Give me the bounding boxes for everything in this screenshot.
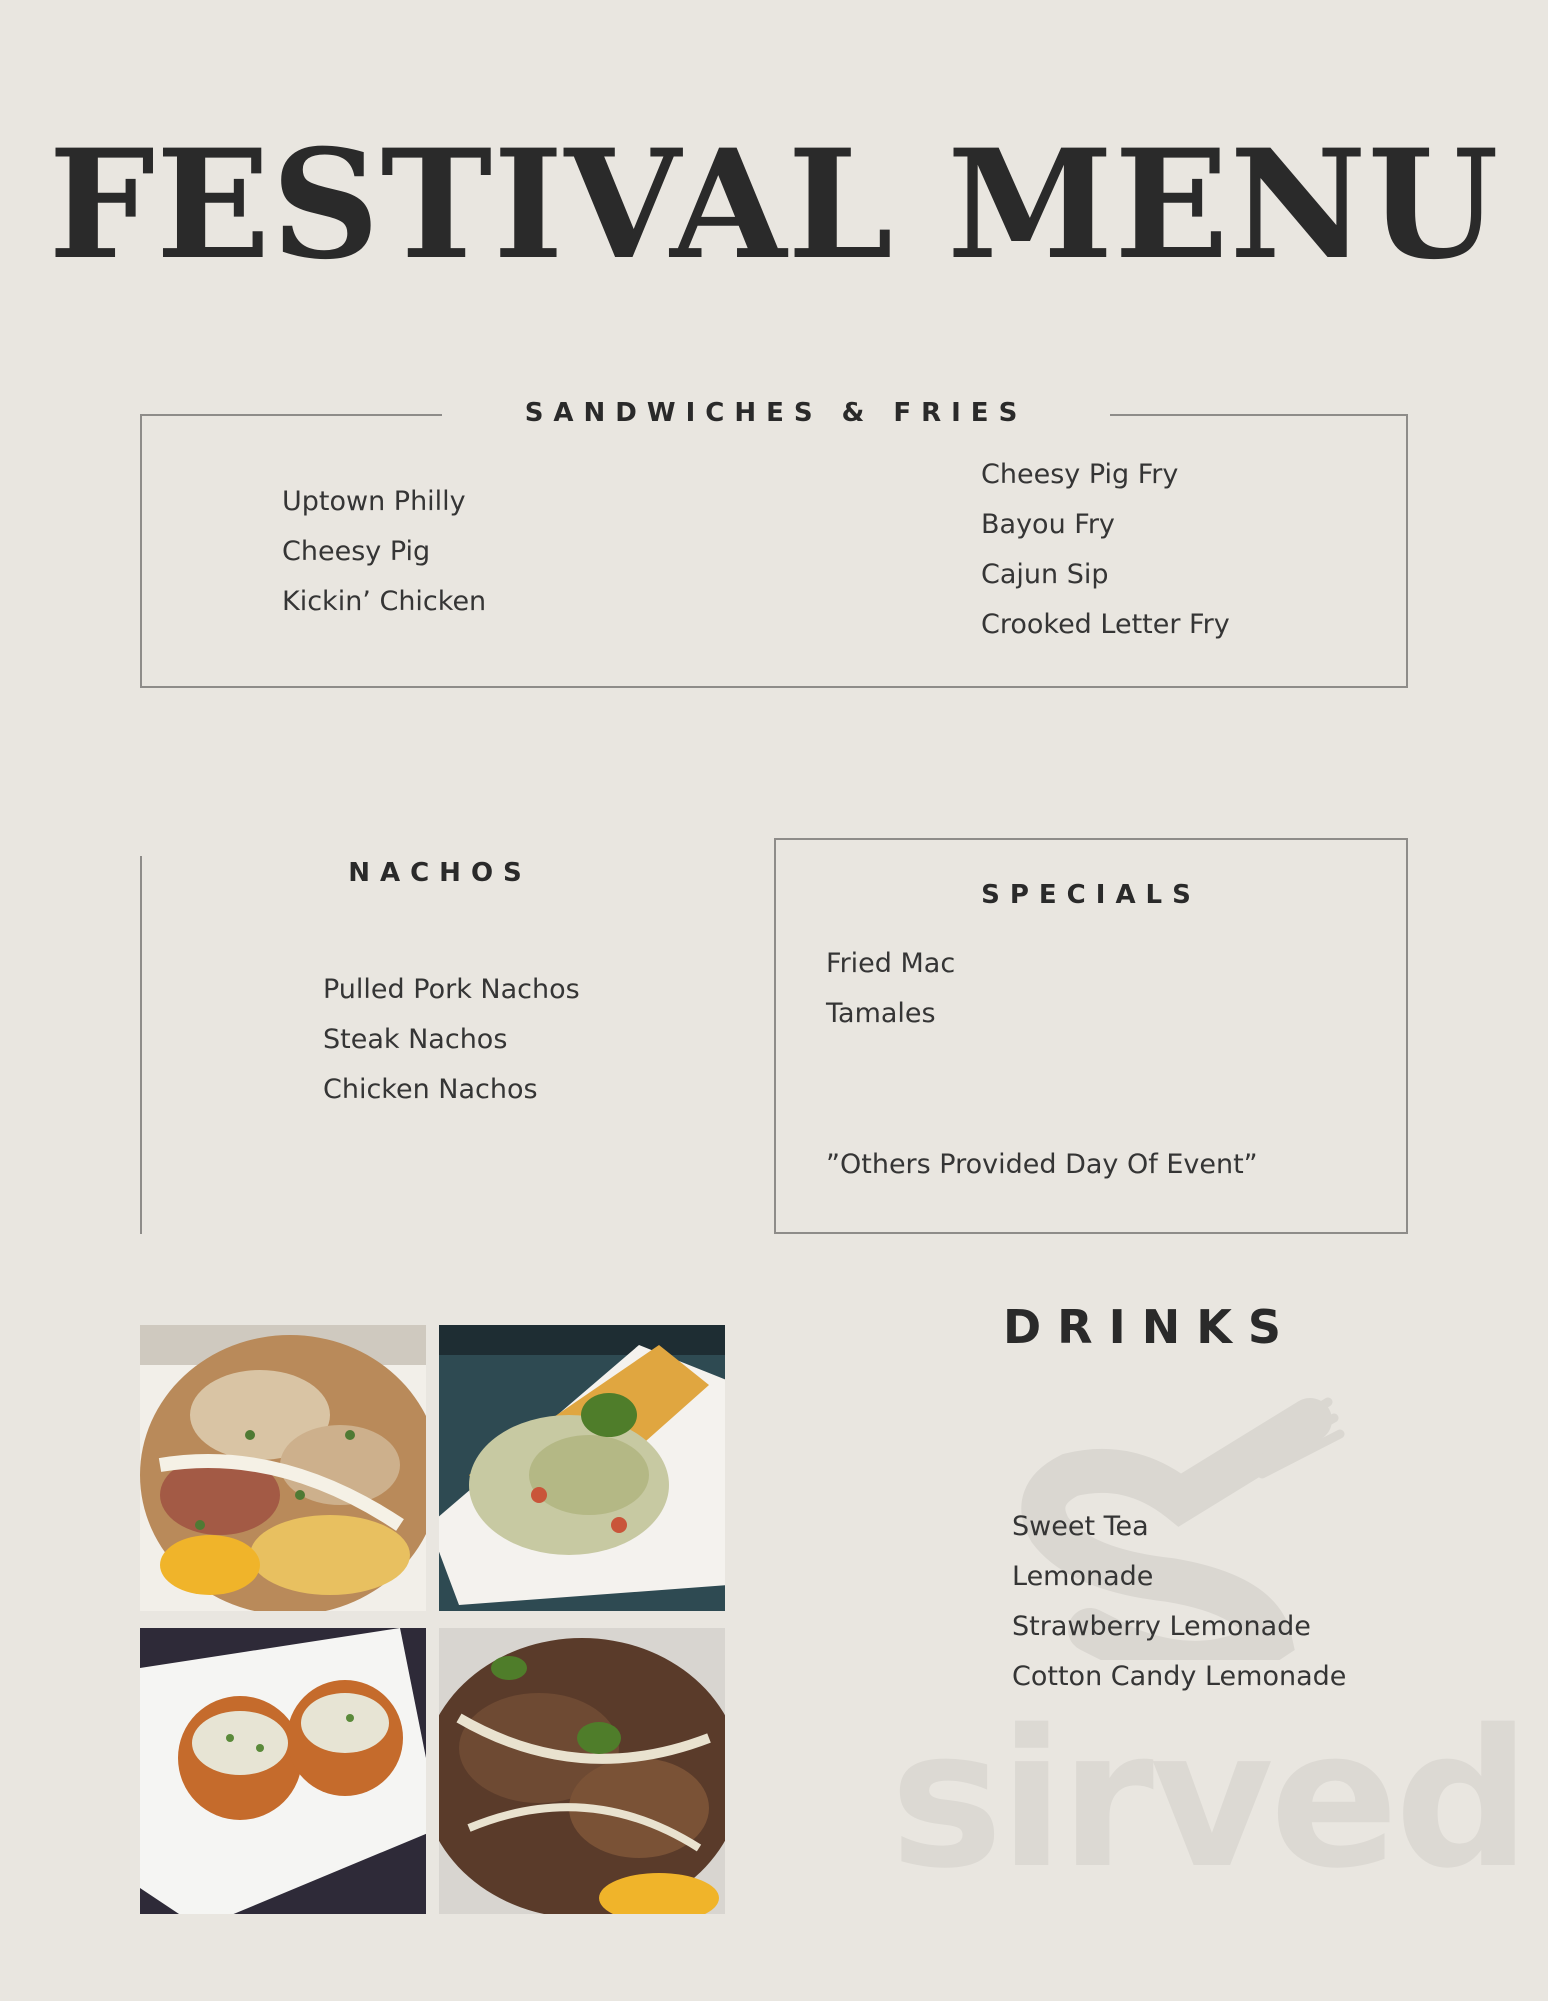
menu-item: Cheesy Pig xyxy=(282,536,431,567)
menu-item: Bayou Fry xyxy=(981,509,1115,540)
menu-item: Pulled Pork Nachos xyxy=(323,974,580,1005)
drinks-list xyxy=(1012,1502,1346,1702)
menu-item: Cheesy Pig Fry xyxy=(981,459,1179,490)
specials-heading: SPECIALS xyxy=(981,880,1201,910)
menu-item: Sweet Tea xyxy=(1012,1511,1149,1542)
steak-nachos-photo xyxy=(439,1628,725,1914)
menu-item: Strawberry Lemonade xyxy=(1012,1611,1311,1642)
menu-item: Fried Mac xyxy=(826,948,956,979)
drinks-heading: DRINKS xyxy=(1003,1300,1297,1354)
menu-item: Steak Nachos xyxy=(323,1024,508,1055)
chicken-nachos-photo xyxy=(140,1325,426,1611)
sandwiches-fries-heading: SANDWICHES & FRIES xyxy=(524,398,1028,428)
fried-mac-photo xyxy=(140,1628,426,1914)
menu-item: Kickin’ Chicken xyxy=(282,586,487,617)
specials-list xyxy=(826,939,955,1039)
nachos-divider xyxy=(140,856,142,1234)
tamale-photo xyxy=(439,1325,725,1611)
page-title: FESTIVAL MENU xyxy=(48,117,1500,293)
menu-item: Chicken Nachos xyxy=(323,1074,538,1105)
watermark-text: sirved xyxy=(890,1689,1527,1910)
specials-note: ”Others Provided Day Of Event” xyxy=(826,1149,1258,1180)
menu-item: Cotton Candy Lemonade xyxy=(1012,1661,1347,1692)
menu-item: Cajun Sip xyxy=(981,559,1109,590)
menu-item: Crooked Letter Fry xyxy=(981,609,1230,640)
fries-list xyxy=(981,450,1230,650)
nachos-list xyxy=(323,965,580,1115)
menu-item: Lemonade xyxy=(1012,1561,1154,1592)
nachos-heading: NACHOS xyxy=(348,858,532,888)
menu-item: Tamales xyxy=(826,998,936,1029)
sandwiches-list xyxy=(282,477,486,627)
menu-item: Uptown Philly xyxy=(282,486,466,517)
